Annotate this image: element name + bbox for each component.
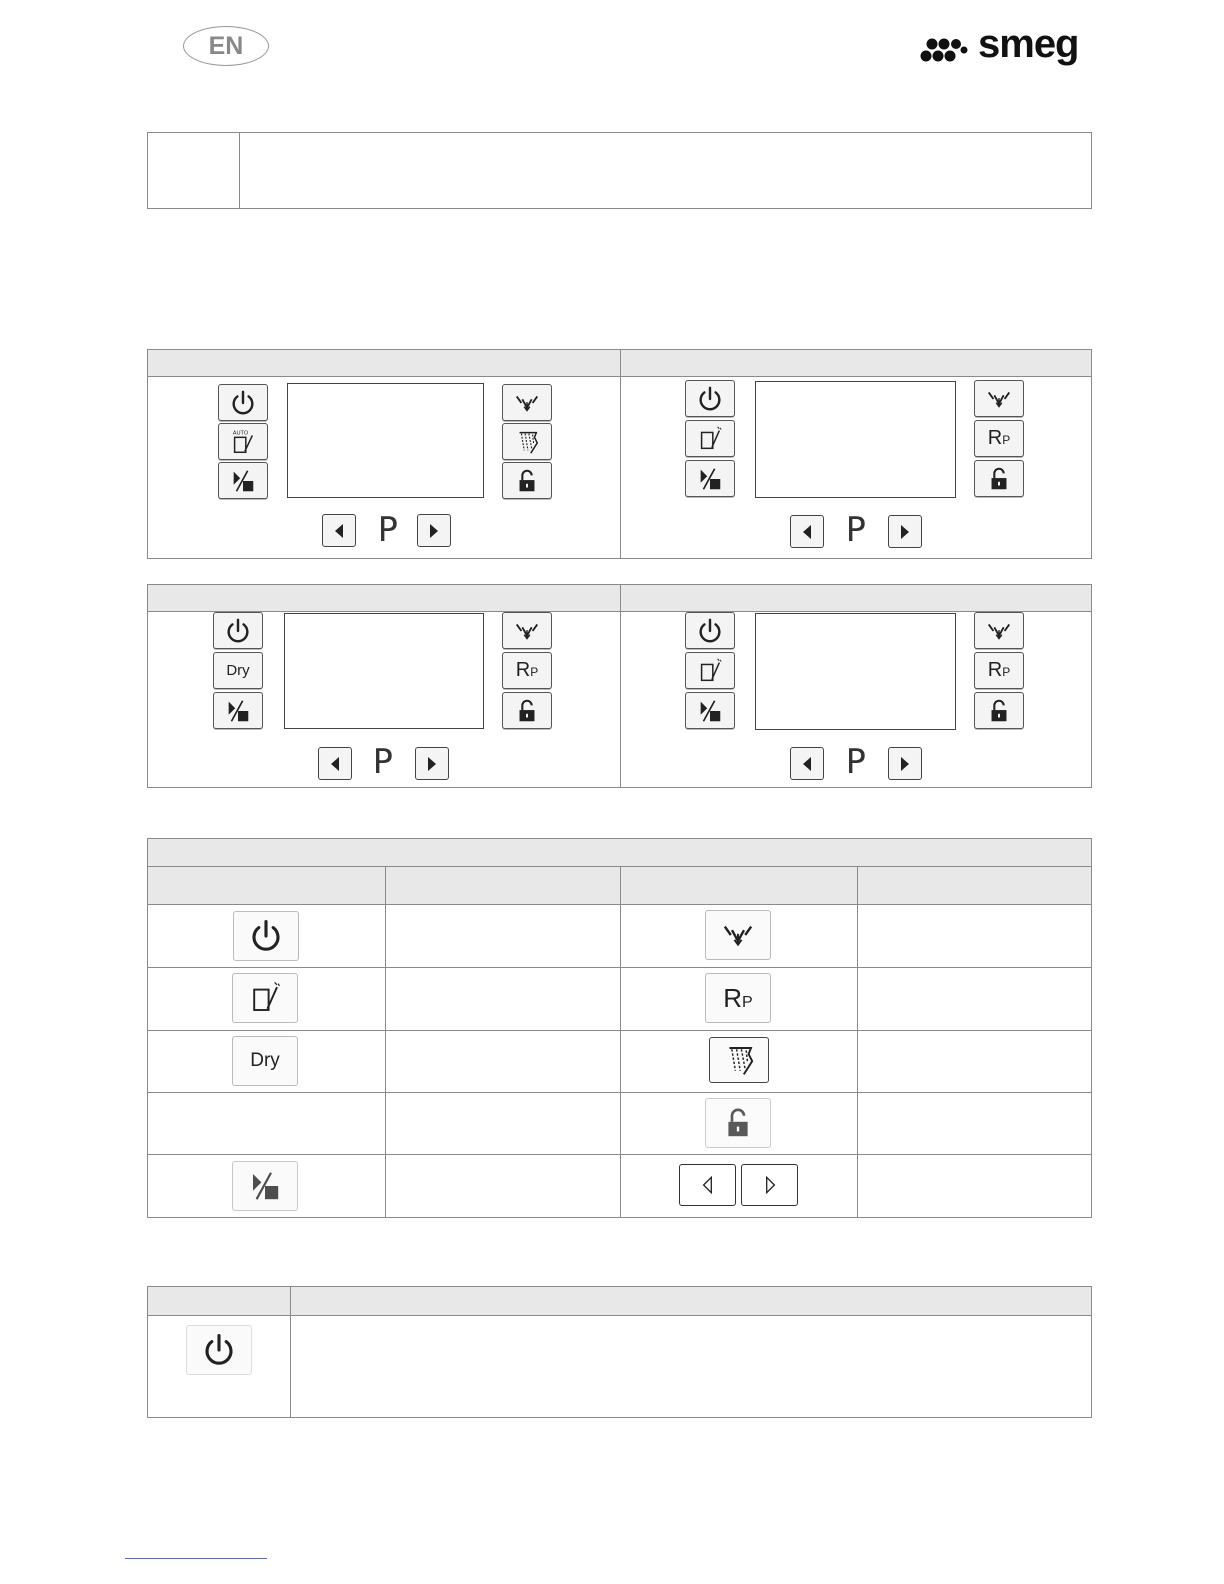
next-button[interactable] bbox=[888, 515, 922, 548]
dry-button[interactable]: Dry bbox=[213, 652, 263, 689]
lock-button[interactable] bbox=[974, 460, 1024, 497]
rp-label: RP bbox=[515, 659, 539, 681]
start-stop-icon bbox=[695, 465, 725, 493]
detergent-button[interactable] bbox=[685, 420, 735, 457]
start-stop-button[interactable] bbox=[685, 460, 735, 497]
lock-icon bbox=[984, 465, 1014, 493]
start-stop-icon bbox=[695, 697, 725, 725]
legend-start-stop-key bbox=[232, 1161, 298, 1211]
lock-icon bbox=[512, 697, 542, 725]
power-icon bbox=[695, 617, 725, 645]
prev-button[interactable] bbox=[790, 747, 824, 780]
start-stop-icon bbox=[245, 1168, 285, 1204]
detergent-icon bbox=[695, 425, 725, 453]
display-screen bbox=[755, 381, 956, 498]
drain-button[interactable] bbox=[974, 380, 1024, 417]
start-stop-icon bbox=[223, 697, 253, 725]
power-button[interactable] bbox=[685, 380, 735, 417]
display-screen bbox=[755, 613, 956, 730]
lock-icon bbox=[984, 697, 1014, 725]
display-screen bbox=[284, 613, 484, 729]
note-box bbox=[147, 132, 1092, 209]
prev-button[interactable] bbox=[322, 514, 356, 547]
legend-detergent-key bbox=[232, 973, 298, 1023]
lock-button[interactable] bbox=[974, 692, 1024, 729]
start-stop-button[interactable] bbox=[218, 462, 268, 499]
drain-icon bbox=[512, 389, 542, 417]
arrow-left-icon bbox=[329, 521, 349, 541]
legend-drying-key bbox=[709, 1037, 769, 1083]
lock-icon bbox=[512, 467, 542, 495]
legend-drain-key bbox=[705, 910, 771, 960]
arrow-right-icon bbox=[424, 521, 444, 541]
program-digit: P bbox=[377, 510, 399, 550]
arrow-right-outline-icon bbox=[759, 1174, 781, 1196]
display-screen bbox=[287, 383, 484, 498]
power-icon bbox=[223, 617, 253, 645]
power-icon bbox=[695, 385, 725, 413]
next-button[interactable] bbox=[415, 747, 449, 780]
drying-button[interactable] bbox=[502, 423, 552, 460]
legend-lock-key bbox=[705, 1098, 771, 1148]
lock-button[interactable] bbox=[502, 462, 552, 499]
legend-dry-key: Dry bbox=[232, 1036, 298, 1086]
power-button[interactable] bbox=[213, 612, 263, 649]
power-button[interactable] bbox=[685, 612, 735, 649]
rp-label: RP bbox=[723, 982, 753, 1013]
rp-button[interactable] bbox=[974, 420, 1024, 457]
prev-button[interactable] bbox=[790, 515, 824, 548]
drain-button[interactable] bbox=[974, 612, 1024, 649]
start-stop-button[interactable] bbox=[685, 692, 735, 729]
legend-nav-right-key bbox=[741, 1164, 798, 1206]
lock-button[interactable] bbox=[502, 692, 552, 729]
power-key-image bbox=[186, 1325, 252, 1375]
legend-power-key bbox=[233, 911, 299, 961]
next-button[interactable] bbox=[417, 514, 451, 547]
logo-dots-icon bbox=[920, 34, 982, 66]
power-icon bbox=[246, 918, 286, 954]
detergent-icon bbox=[245, 980, 285, 1016]
arrow-left-icon bbox=[797, 754, 817, 774]
detergent-button[interactable] bbox=[685, 652, 735, 689]
arrow-left-icon bbox=[797, 522, 817, 542]
program-digit: P bbox=[372, 742, 394, 782]
legend-rp-key bbox=[705, 973, 771, 1023]
program-digit: P bbox=[845, 510, 867, 550]
lock-icon bbox=[718, 1105, 758, 1141]
power-icon bbox=[199, 1332, 239, 1368]
smeg-logo bbox=[920, 22, 1090, 72]
power-description-table bbox=[147, 1286, 1092, 1418]
footer-link-underline[interactable] bbox=[125, 1558, 267, 1559]
program-digit: P bbox=[845, 742, 867, 782]
language-badge: EN bbox=[183, 26, 269, 66]
auto-rinse-icon bbox=[228, 428, 258, 456]
start-stop-button[interactable] bbox=[213, 692, 263, 729]
rp-button[interactable] bbox=[502, 652, 552, 689]
drain-button[interactable] bbox=[502, 384, 552, 421]
drying-icon bbox=[719, 1042, 759, 1078]
arrow-right-icon bbox=[895, 522, 915, 542]
rp-label: RP bbox=[987, 659, 1011, 681]
arrow-left-outline-icon bbox=[697, 1174, 719, 1196]
drain-icon bbox=[984, 385, 1014, 413]
arrow-right-icon bbox=[422, 754, 442, 774]
rp-label: RP bbox=[987, 427, 1011, 449]
drain-icon bbox=[718, 917, 758, 953]
drying-icon bbox=[512, 428, 542, 456]
start-stop-icon bbox=[228, 467, 258, 495]
rp-button[interactable] bbox=[974, 652, 1024, 689]
power-button[interactable] bbox=[218, 384, 268, 421]
drain-icon bbox=[512, 617, 542, 645]
legend-nav-left-key bbox=[679, 1164, 736, 1206]
drain-icon bbox=[984, 617, 1014, 645]
arrow-left-icon bbox=[325, 754, 345, 774]
power-icon bbox=[228, 389, 258, 417]
auto-rinse-button[interactable] bbox=[218, 423, 268, 460]
next-button[interactable] bbox=[888, 747, 922, 780]
detergent-icon bbox=[695, 657, 725, 685]
prev-button[interactable] bbox=[318, 747, 352, 780]
logo-wordmark: smeg bbox=[978, 22, 1079, 66]
drain-button[interactable] bbox=[502, 612, 552, 649]
arrow-right-icon bbox=[895, 754, 915, 774]
